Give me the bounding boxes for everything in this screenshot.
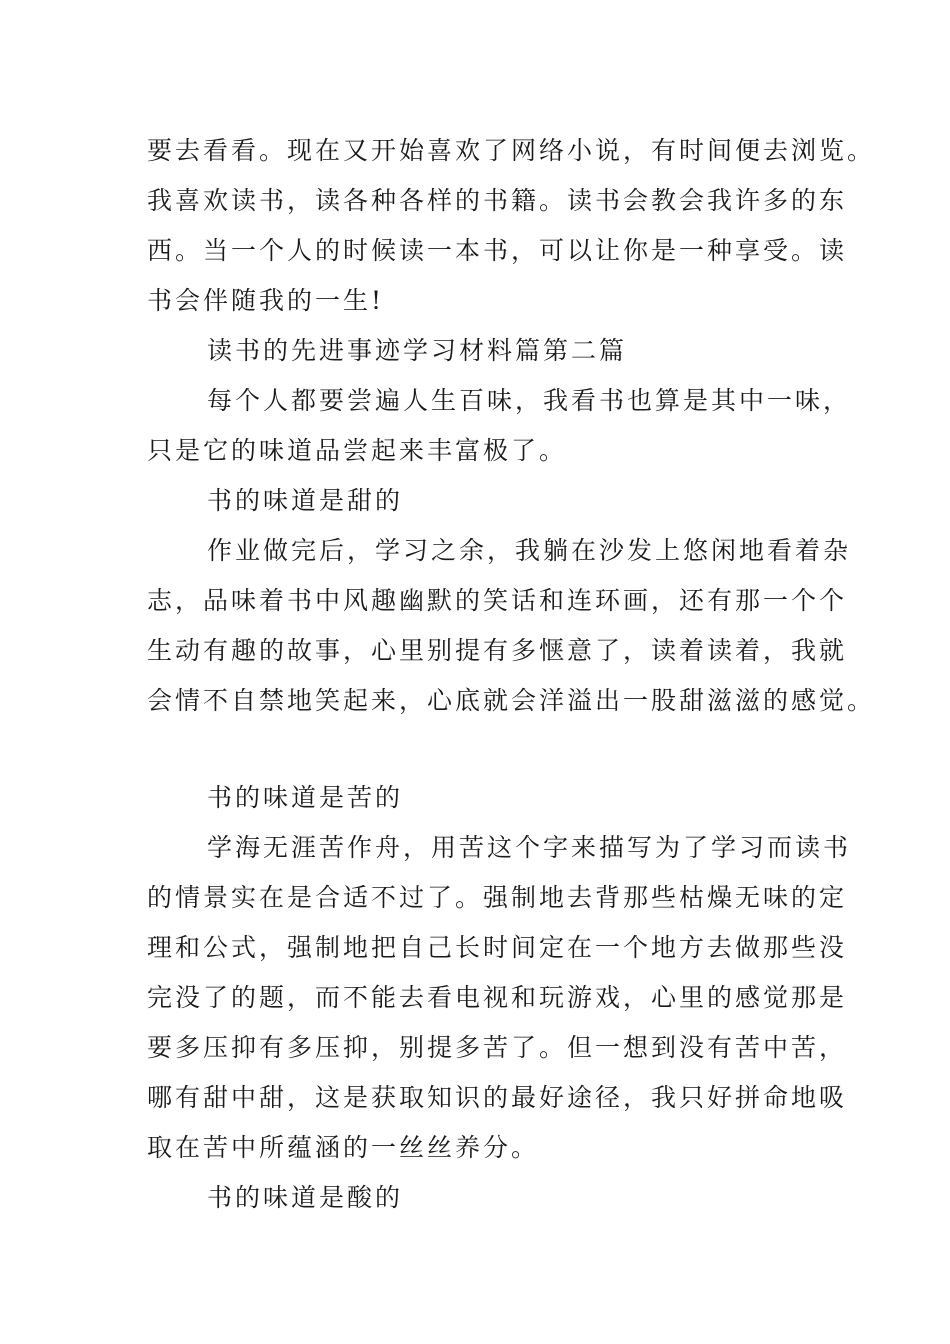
paragraph-line: 只是它的味道品尝起来丰富极了。 bbox=[147, 436, 568, 465]
paragraph-line: 每个人都要尝遍人生百味，我看书也算是其中一味， bbox=[207, 386, 852, 415]
section-title: 读书的先进事迹学习材料篇第二篇 bbox=[207, 336, 628, 365]
paragraph-line: 要去看看。现在又开始喜欢了网络小说，有时间便去浏览。 bbox=[147, 136, 876, 165]
paragraph-line: 生动有趣的故事，心里别提有多惬意了，读着读着，我就 bbox=[147, 636, 848, 665]
paragraph-line: 哪有甜中甜，这是获取知识的最好途径，我只好拼命地吸 bbox=[147, 1083, 848, 1112]
paragraph-line: 取在苦中所蕴涵的一丝丝养分。 bbox=[147, 1133, 540, 1162]
subheading: 书的味道是苦的 bbox=[207, 783, 404, 812]
paragraph-line: 志，品味着书中风趣幽默的笑话和连环画，还有那一个个 bbox=[147, 586, 848, 615]
paragraph-line: 学海无涯苦作舟，用苦这个字来描写为了学习而读书 bbox=[207, 833, 852, 862]
paragraph-line: 西。当一个人的时候读一本书，可以让你是一种享受。读 bbox=[147, 236, 848, 265]
subheading: 书的味道是酸的 bbox=[207, 1183, 404, 1212]
paragraph-line: 完没了的题，而不能去看电视和玩游戏，心里的感觉那是 bbox=[147, 983, 848, 1012]
paragraph-line: 会情不自禁地笑起来，心底就会洋溢出一股甜滋滋的感觉。 bbox=[147, 686, 876, 715]
paragraph-line: 要多压抑有多压抑，别提多苦了。但一想到没有苦中苦， bbox=[147, 1033, 848, 1062]
paragraph-line: 我喜欢读书，读各种各样的书籍。读书会教会我许多的东 bbox=[147, 186, 848, 215]
paragraph-line: 作业做完后，学习之余，我躺在沙发上悠闲地看着杂 bbox=[207, 536, 852, 565]
paragraph-line: 书会伴随我的一生! bbox=[147, 286, 385, 315]
subheading: 书的味道是甜的 bbox=[207, 486, 404, 515]
paragraph-line: 理和公式，强制地把自己长时间定在一个地方去做那些没 bbox=[147, 933, 848, 962]
paragraph-line: 的情景实在是合适不过了。强制地去背那些枯燥无味的定 bbox=[147, 883, 848, 912]
